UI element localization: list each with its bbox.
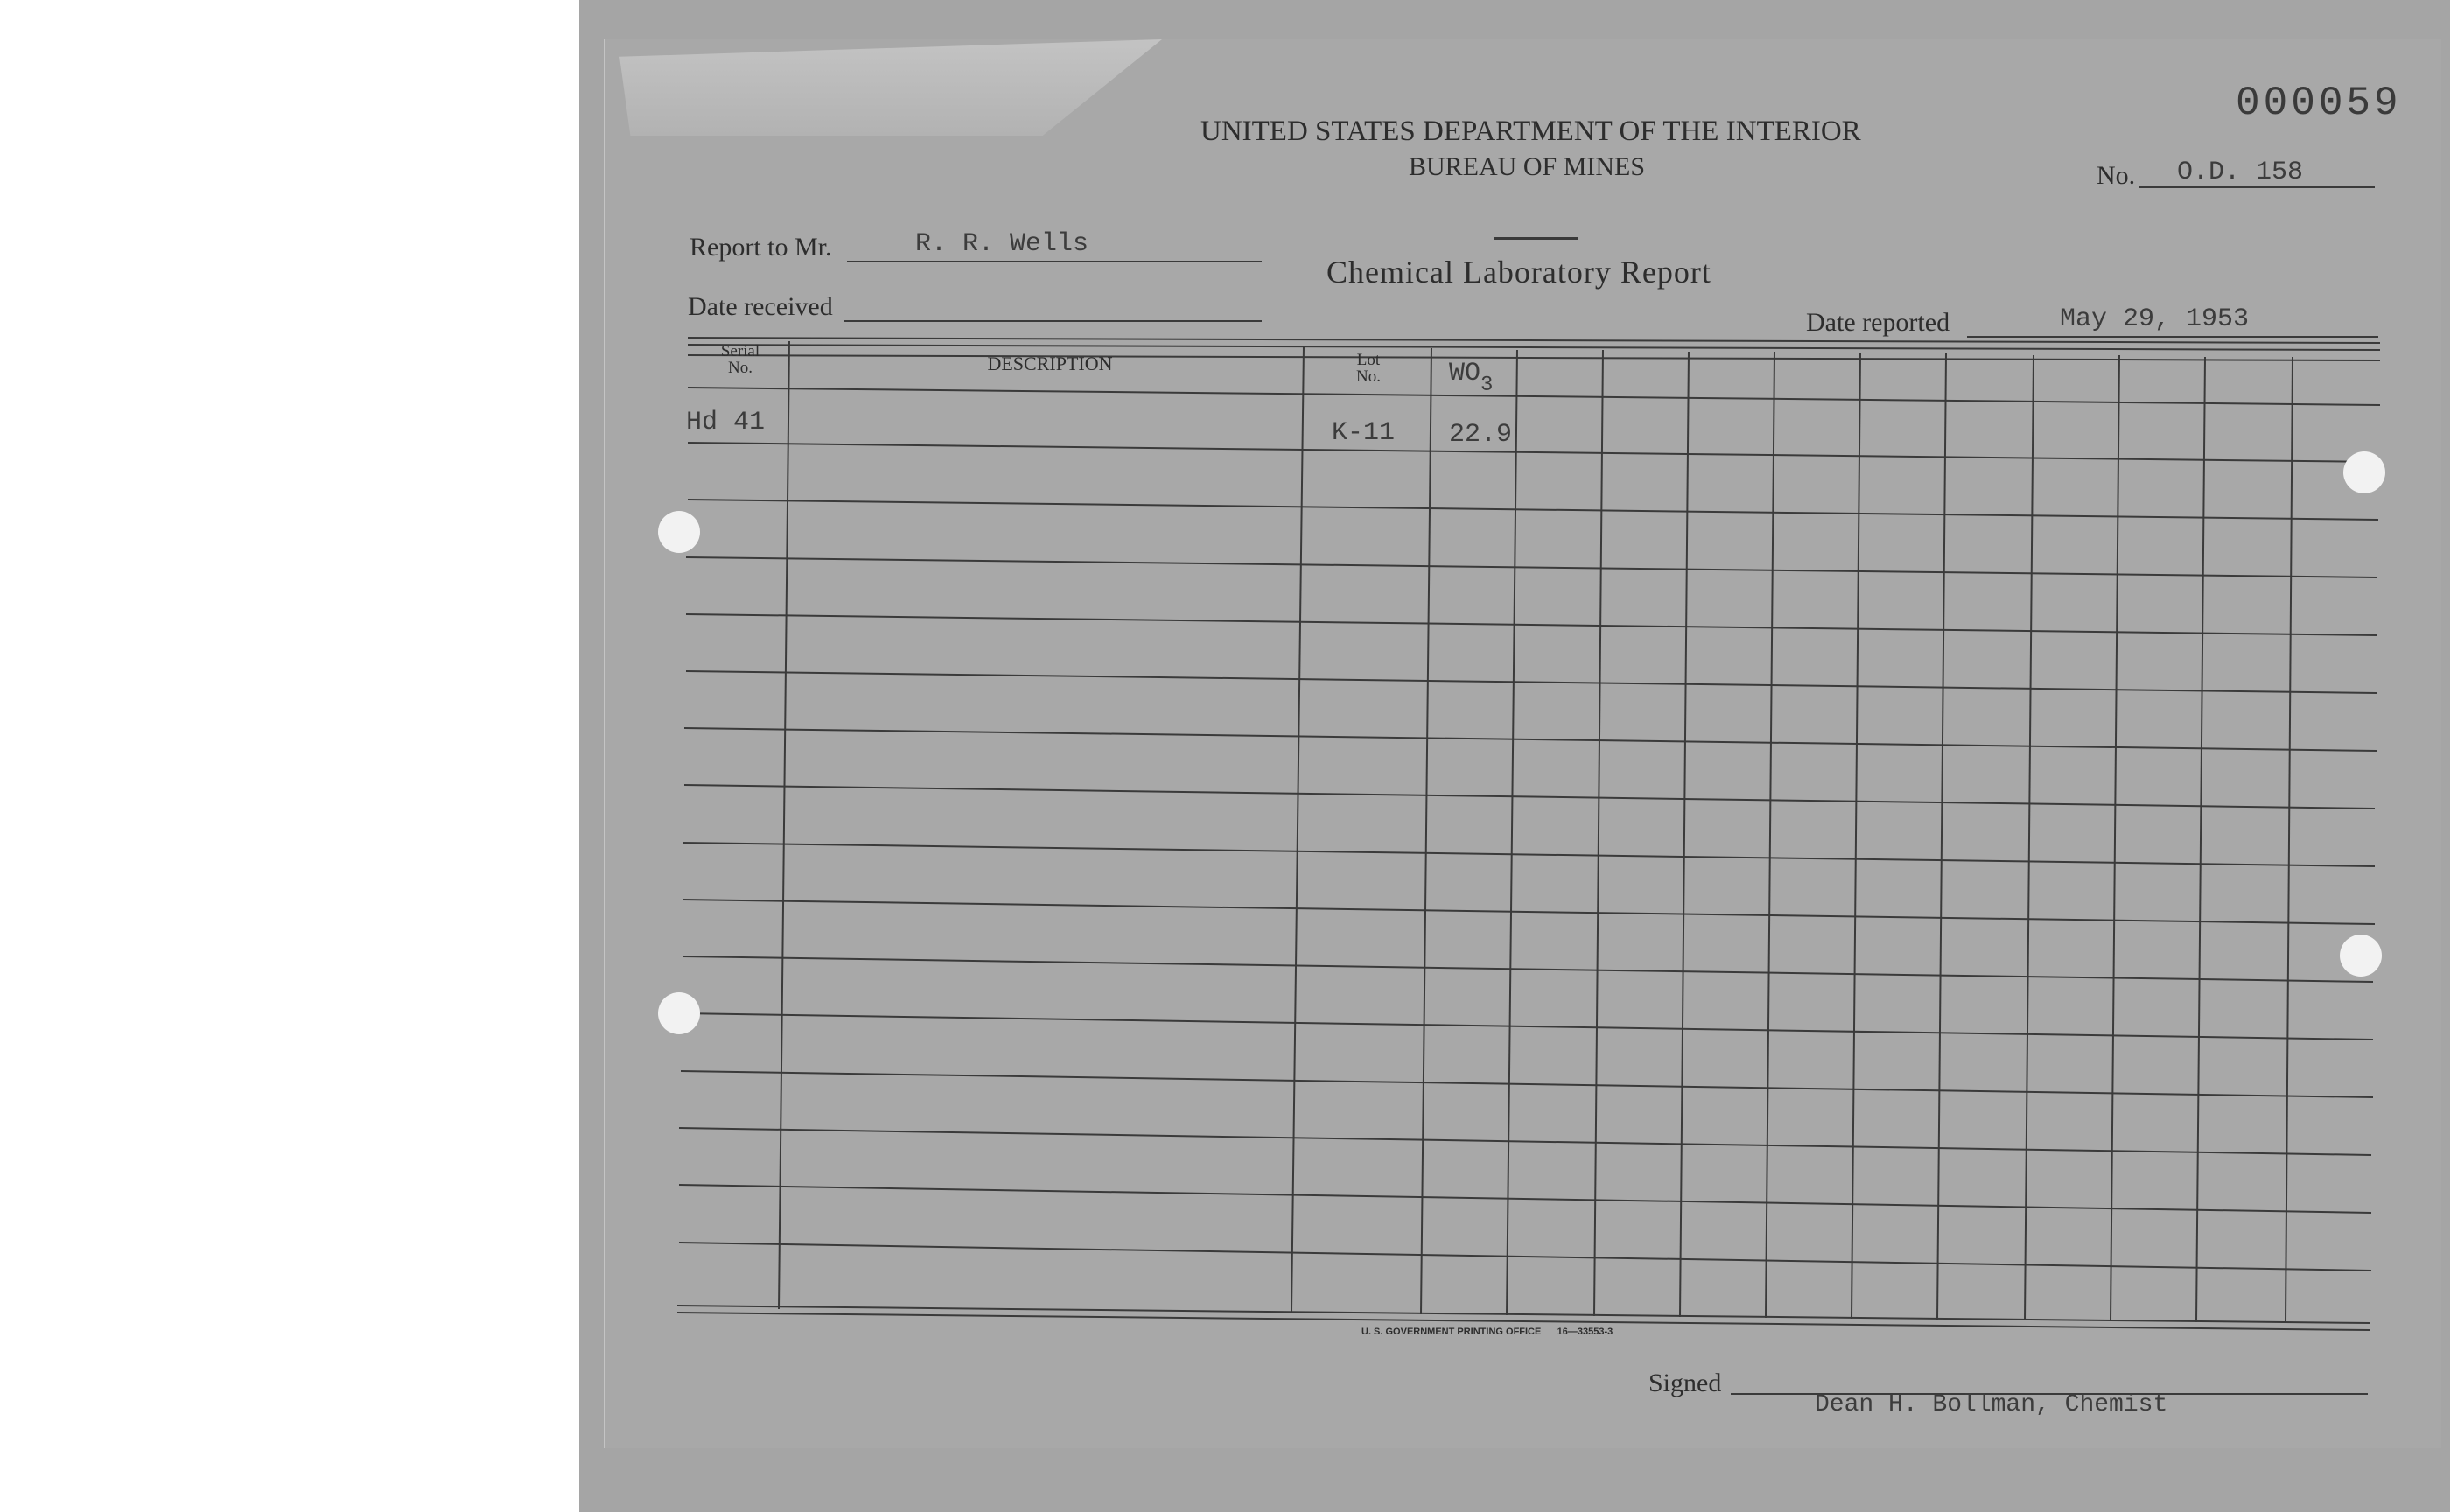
wo3-header-subscript: 3 <box>1480 374 1494 397</box>
report-to-label: Report to Mr. <box>690 233 832 262</box>
serial-header-line2: No. <box>728 359 752 377</box>
bureau-heading: BUREAU OF MINES <box>1409 152 1646 181</box>
punch-hole-left-bottom <box>658 992 700 1034</box>
date-received-label: Date received <box>688 292 833 321</box>
punch-hole-right-bottom <box>2340 934 2382 976</box>
department-heading: UNITED STATES DEPARTMENT OF THE INTERIOR <box>1200 116 1861 147</box>
punch-hole-right-top <box>2343 452 2385 494</box>
signed-label: Signed <box>1648 1368 1722 1397</box>
lot-column-header <box>1334 352 1404 385</box>
date-reported-label: Date reported <box>1806 308 1950 337</box>
description-column-header: DESCRIPTION <box>987 353 1113 374</box>
row1-wo3: 22.9 <box>1449 420 1513 450</box>
printer-imprint: U. S. GOVERNMENT PRINTING OFFICE 16—33553-3 <box>1362 1326 1614 1337</box>
report-to-value: R. R. Wells <box>915 229 1089 259</box>
wo3-column-header <box>1449 359 1494 397</box>
lot-header-line1: Lot <box>1356 351 1381 369</box>
row1-lot: K-11 <box>1332 418 1396 448</box>
signed-value: Dean H. Bollman, Chemist <box>1815 1391 2168 1418</box>
serial-header-line1: Serial <box>720 342 760 360</box>
report-number-label: No. <box>2096 161 2136 190</box>
punch-hole-left-top <box>658 511 700 553</box>
lot-header-line2: No. <box>1356 368 1381 386</box>
document-stamp-number: 000059 <box>2236 80 2402 126</box>
serial-column-header <box>705 343 775 376</box>
report-title: Chemical Laboratory Report <box>1326 255 1712 290</box>
date-reported-value: May 29, 1953 <box>2060 304 2250 334</box>
row1-serial: Hd 41 <box>686 408 766 438</box>
wo3-header-text: WO <box>1449 359 1481 388</box>
report-number-value: O.D. 158 <box>2177 158 2304 187</box>
